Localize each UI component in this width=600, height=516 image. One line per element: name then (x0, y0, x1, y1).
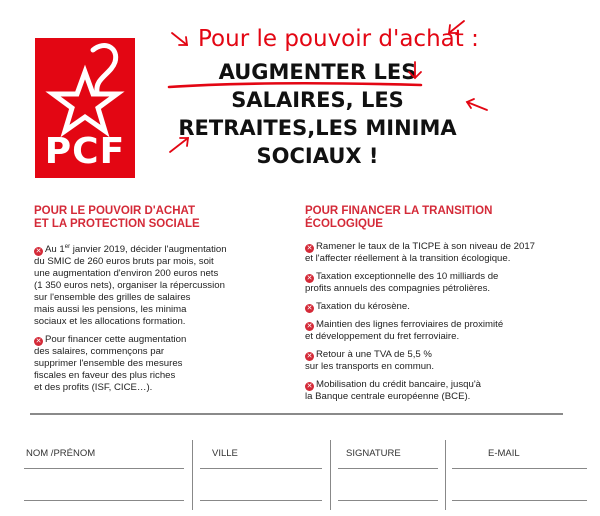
right-title-line-2: ÉCOLOGIQUE (305, 218, 383, 230)
list-item (305, 241, 575, 265)
close-circle-icon: ✕ (306, 304, 313, 312)
close-circle-icon: ✕ (35, 337, 42, 346)
list-item (305, 301, 575, 313)
item-lead: Au 1 (45, 244, 65, 256)
arrow-icon (463, 96, 489, 114)
item-line: sur l'ensemble des grilles de salaires (34, 292, 191, 304)
list-item (305, 379, 575, 403)
logo-text: PCF (44, 131, 126, 172)
item-line: sur les transports en commun. (305, 361, 435, 372)
left-column-list (34, 241, 294, 400)
item-line: et des profits (ISF, CICE…). (34, 382, 153, 394)
item-line: fiscales en faveur des plus riches (34, 370, 176, 382)
item-line: janvier 2019, décider l'augmentation (70, 244, 227, 256)
column-divider (192, 440, 193, 510)
signature-field[interactable] (338, 500, 438, 501)
list-item (305, 349, 575, 373)
right-column-title (305, 205, 492, 231)
item-line: une augmentation d'environ 200 euros nets (34, 268, 219, 280)
name-field[interactable] (24, 500, 184, 501)
close-circle-icon: ✕ (306, 244, 313, 252)
email-label: E-MAIL (488, 448, 520, 459)
item-line: Pour financer cette augmentation (45, 334, 187, 346)
item-line: du SMIC de 260 euros bruts par mois, soit (34, 256, 214, 268)
arrow-icon (444, 18, 466, 38)
headline (150, 58, 485, 170)
item-superscript: er (64, 244, 71, 250)
close-circle-icon: ✕ (306, 322, 313, 330)
headline-line-2: SALAIRES, LES (231, 88, 404, 112)
item-line: Mobilisation du crédit bancaire, jusqu'à (316, 379, 482, 390)
item-line: Retour à une TVA de 5,5 % (316, 349, 432, 360)
name-label: NOM /PRÉNOM (26, 448, 96, 459)
item-line: la Banque centrale européenne (BCE). (305, 391, 471, 402)
headline-line-3: RETRAITES,LES MINIMA (178, 116, 457, 140)
left-title-line-1: POUR LE POUVOIR D'ACHAT (34, 205, 195, 217)
list-item (305, 271, 575, 295)
item-line: (1 350 euros nets), organiser la répercussion (34, 280, 225, 292)
item-line: des salaires, commençons par (34, 346, 165, 358)
arrow-icon (405, 60, 425, 82)
headline-underline (165, 80, 425, 92)
signature-label: SIGNATURE (346, 448, 401, 459)
item-line: profits annuels des compagnies pétrolières. (305, 283, 491, 294)
item-line: Ramener le taux de la TICPE à son niveau de 2017 (316, 241, 536, 252)
item-line: sociaux et les allocations formation. (34, 316, 186, 328)
city-label: VILLE (212, 448, 238, 459)
city-field[interactable] (200, 468, 322, 469)
pcf-logo (35, 38, 135, 178)
headline-line-4: SOCIAUX ! (256, 144, 379, 168)
arrow-icon (170, 30, 192, 50)
right-title-line-1: POUR FINANCER LA TRANSITION (305, 205, 493, 217)
list-item (34, 241, 294, 328)
left-title-line-2: ET LA PROTECTION SOCIALE (34, 218, 200, 230)
item-line: Maintien des lignes ferroviaires de proximité (316, 319, 504, 330)
right-column-list (305, 241, 575, 409)
section-separator (30, 413, 563, 415)
column-divider (330, 440, 331, 510)
item-line: mais aussi les pensions, les minima (34, 304, 187, 316)
item-line: et l'affecter réellement à la transition écologique. (305, 253, 511, 264)
item-line: Taxation du kérosène. (316, 301, 410, 312)
column-divider (445, 440, 446, 510)
email-field[interactable] (452, 500, 587, 501)
email-field[interactable] (452, 468, 587, 469)
signature-field[interactable] (338, 468, 438, 469)
item-line: et développement du fret ferroviaire. (305, 331, 460, 342)
list-item (305, 319, 575, 343)
item-line: Taxation exceptionnelle des 10 milliards de (316, 271, 499, 282)
close-circle-icon: ✕ (306, 274, 313, 282)
left-column-title (34, 205, 200, 231)
close-circle-icon: ✕ (306, 352, 313, 360)
name-field[interactable] (24, 468, 184, 469)
close-circle-icon: ✕ (35, 247, 42, 256)
headline-line-1: AUGMENTER LES (218, 60, 417, 84)
city-field[interactable] (200, 500, 322, 501)
header-subtitle: Pour le pouvoir d'achat : (198, 26, 479, 52)
close-circle-icon: ✕ (306, 382, 313, 390)
list-item (34, 334, 294, 394)
arrow-icon (168, 134, 192, 154)
item-line: supprimer l'ensemble des mesures (34, 358, 183, 370)
